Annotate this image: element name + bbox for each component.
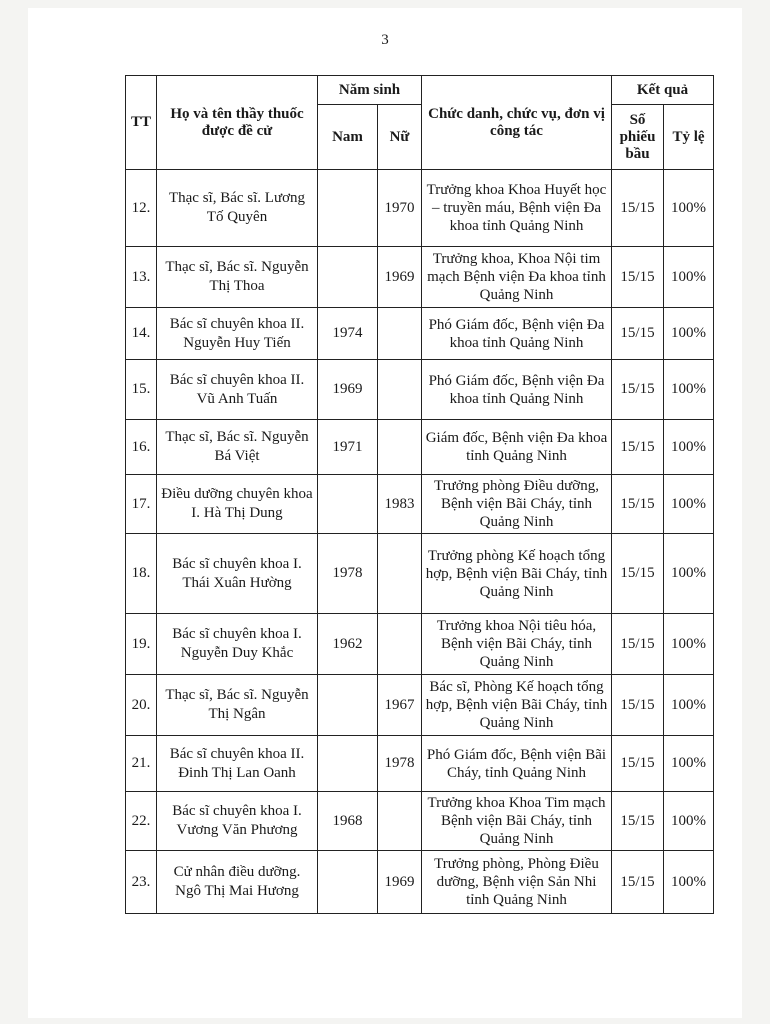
position-unit: Trưởng phòng, Phòng Điều dưỡng, Bệnh viện Sản Nhi tỉnh Quảng Ninh: [422, 851, 612, 914]
table-body: [126, 170, 714, 914]
position-unit: Trưởng khoa Khoa Tim mạch Bệnh viện Bãi Cháy, tỉnh Quảng Ninh: [422, 792, 612, 851]
birth-year-female: 1969: [378, 851, 422, 914]
nominee-name: Thạc sĩ, Bác sĩ. Lương Tố Quyên: [157, 170, 318, 247]
table-row: [126, 420, 714, 475]
header-female: Nữ: [378, 105, 422, 170]
birth-year-male: 1962: [318, 614, 378, 675]
nominee-name: Bác sĩ chuyên khoa I. Vương Văn Phương: [157, 792, 318, 851]
vote-count: 15/15: [612, 420, 664, 475]
position-unit: Bác sĩ, Phòng Kế hoạch tổng hợp, Bệnh viện Bãi Cháy, tỉnh Quảng Ninh: [422, 675, 612, 736]
table-row: [126, 736, 714, 792]
birth-year-male: 1969: [318, 360, 378, 420]
table-row: [126, 614, 714, 675]
header-birth-year: Năm sinh: [318, 76, 422, 105]
page-number: 3: [381, 32, 389, 48]
vote-count: 15/15: [612, 736, 664, 792]
position-unit: Phó Giám đốc, Bệnh viện Bãi Cháy, tỉnh Quảng Ninh: [422, 736, 612, 792]
birth-year-male: [318, 851, 378, 914]
birth-year-female: [378, 420, 422, 475]
row-number: 21.: [126, 736, 157, 792]
header-name: Họ và tên thầy thuốc được đề cử: [157, 76, 318, 170]
table-row: [126, 534, 714, 614]
vote-count: 15/15: [612, 534, 664, 614]
vote-count: 15/15: [612, 360, 664, 420]
birth-year-female: 1970: [378, 170, 422, 247]
vote-count: 15/15: [612, 308, 664, 360]
birth-year-male: [318, 475, 378, 534]
birth-year-female: 1969: [378, 247, 422, 308]
position-unit: Giám đốc, Bệnh viện Đa khoa tỉnh Quảng Ninh: [422, 420, 612, 475]
nominee-table: [125, 75, 714, 914]
vote-count: 15/15: [612, 675, 664, 736]
vote-rate: 100%: [664, 360, 714, 420]
vote-count: 15/15: [612, 614, 664, 675]
position-unit: Trưởng phòng Kế hoạch tổng hợp, Bệnh viện Bãi Cháy, tỉnh Quảng Ninh: [422, 534, 612, 614]
birth-year-male: [318, 170, 378, 247]
nominee-name: Bác sĩ chuyên khoa II. Vũ Anh Tuấn: [157, 360, 318, 420]
header-result: Kết quả: [612, 76, 714, 105]
vote-rate: 100%: [664, 675, 714, 736]
birth-year-female: [378, 308, 422, 360]
position-unit: Phó Giám đốc, Bệnh viện Đa khoa tỉnh Quảng Ninh: [422, 360, 612, 420]
header-tt: TT: [126, 76, 157, 170]
vote-count: 15/15: [612, 851, 664, 914]
nominee-name: Thạc sĩ, Bác sĩ. Nguyễn Thị Ngân: [157, 675, 318, 736]
position-unit: Trưởng khoa, Khoa Nội tim mạch Bệnh viện Đa khoa tỉnh Quảng Ninh: [422, 247, 612, 308]
birth-year-female: [378, 792, 422, 851]
row-number: 17.: [126, 475, 157, 534]
table-row: [126, 247, 714, 308]
table-row: [126, 360, 714, 420]
birth-year-male: [318, 675, 378, 736]
vote-rate: 100%: [664, 420, 714, 475]
vote-count: 15/15: [612, 792, 664, 851]
row-number: 14.: [126, 308, 157, 360]
nominee-name: Bác sĩ chuyên khoa I. Thái Xuân Hường: [157, 534, 318, 614]
row-number: 22.: [126, 792, 157, 851]
birth-year-female: [378, 614, 422, 675]
nominee-name: Cử nhân điều dưỡng. Ngô Thị Mai Hương: [157, 851, 318, 914]
vote-count: 15/15: [612, 247, 664, 308]
nominee-name: Thạc sĩ, Bác sĩ. Nguyễn Thị Thoa: [157, 247, 318, 308]
document-page: [28, 8, 742, 1018]
table-row: [126, 170, 714, 247]
birth-year-female: 1978: [378, 736, 422, 792]
vote-count: 15/15: [612, 475, 664, 534]
vote-rate: 100%: [664, 308, 714, 360]
row-number: 12.: [126, 170, 157, 247]
birth-year-male: [318, 736, 378, 792]
nominee-name: Điều dưỡng chuyên khoa I. Hà Thị Dung: [157, 475, 318, 534]
table-row: [126, 851, 714, 914]
vote-count: 15/15: [612, 170, 664, 247]
row-number: 16.: [126, 420, 157, 475]
nominee-name: Bác sĩ chuyên khoa I. Nguyễn Duy Khắc: [157, 614, 318, 675]
vote-rate: 100%: [664, 614, 714, 675]
birth-year-male: [318, 247, 378, 308]
table-row: [126, 675, 714, 736]
vote-rate: 100%: [664, 247, 714, 308]
row-number: 13.: [126, 247, 157, 308]
row-number: 15.: [126, 360, 157, 420]
row-number: 18.: [126, 534, 157, 614]
nominee-name: Bác sĩ chuyên khoa II. Đinh Thị Lan Oanh: [157, 736, 318, 792]
position-unit: Trưởng khoa Nội tiêu hóa, Bệnh viện Bãi Cháy, tỉnh Quảng Ninh: [422, 614, 612, 675]
birth-year-female: 1967: [378, 675, 422, 736]
vote-rate: 100%: [664, 736, 714, 792]
table-row: [126, 475, 714, 534]
row-number: 20.: [126, 675, 157, 736]
birth-year-female: [378, 534, 422, 614]
header-title: Chức danh, chức vụ, đơn vị công tác: [422, 76, 612, 170]
header-rate: Tỷ lệ: [664, 105, 714, 170]
table-row: [126, 792, 714, 851]
position-unit: Trưởng phòng Điều dưỡng, Bệnh viện Bãi Cháy, tỉnh Quảng Ninh: [422, 475, 612, 534]
vote-rate: 100%: [664, 475, 714, 534]
birth-year-male: 1968: [318, 792, 378, 851]
vote-rate: 100%: [664, 170, 714, 247]
row-number: 19.: [126, 614, 157, 675]
header-male: Nam: [318, 105, 378, 170]
nominee-name: Bác sĩ chuyên khoa II. Nguyễn Huy Tiến: [157, 308, 318, 360]
birth-year-male: 1978: [318, 534, 378, 614]
birth-year-female: 1983: [378, 475, 422, 534]
vote-rate: 100%: [664, 792, 714, 851]
row-number: 23.: [126, 851, 157, 914]
position-unit: Phó Giám đốc, Bệnh viện Đa khoa tỉnh Quảng Ninh: [422, 308, 612, 360]
table-header-row: [126, 76, 714, 105]
vote-rate: 100%: [664, 851, 714, 914]
birth-year-male: 1971: [318, 420, 378, 475]
table-row: [126, 308, 714, 360]
nominee-name: Thạc sĩ, Bác sĩ. Nguyễn Bá Việt: [157, 420, 318, 475]
birth-year-male: 1974: [318, 308, 378, 360]
vote-rate: 100%: [664, 534, 714, 614]
position-unit: Trưởng khoa Khoa Huyết học – truyền máu, Bệnh viện Đa khoa tỉnh Quảng Ninh: [422, 170, 612, 247]
birth-year-female: [378, 360, 422, 420]
header-votes: Số phiếu bầu: [612, 105, 664, 170]
